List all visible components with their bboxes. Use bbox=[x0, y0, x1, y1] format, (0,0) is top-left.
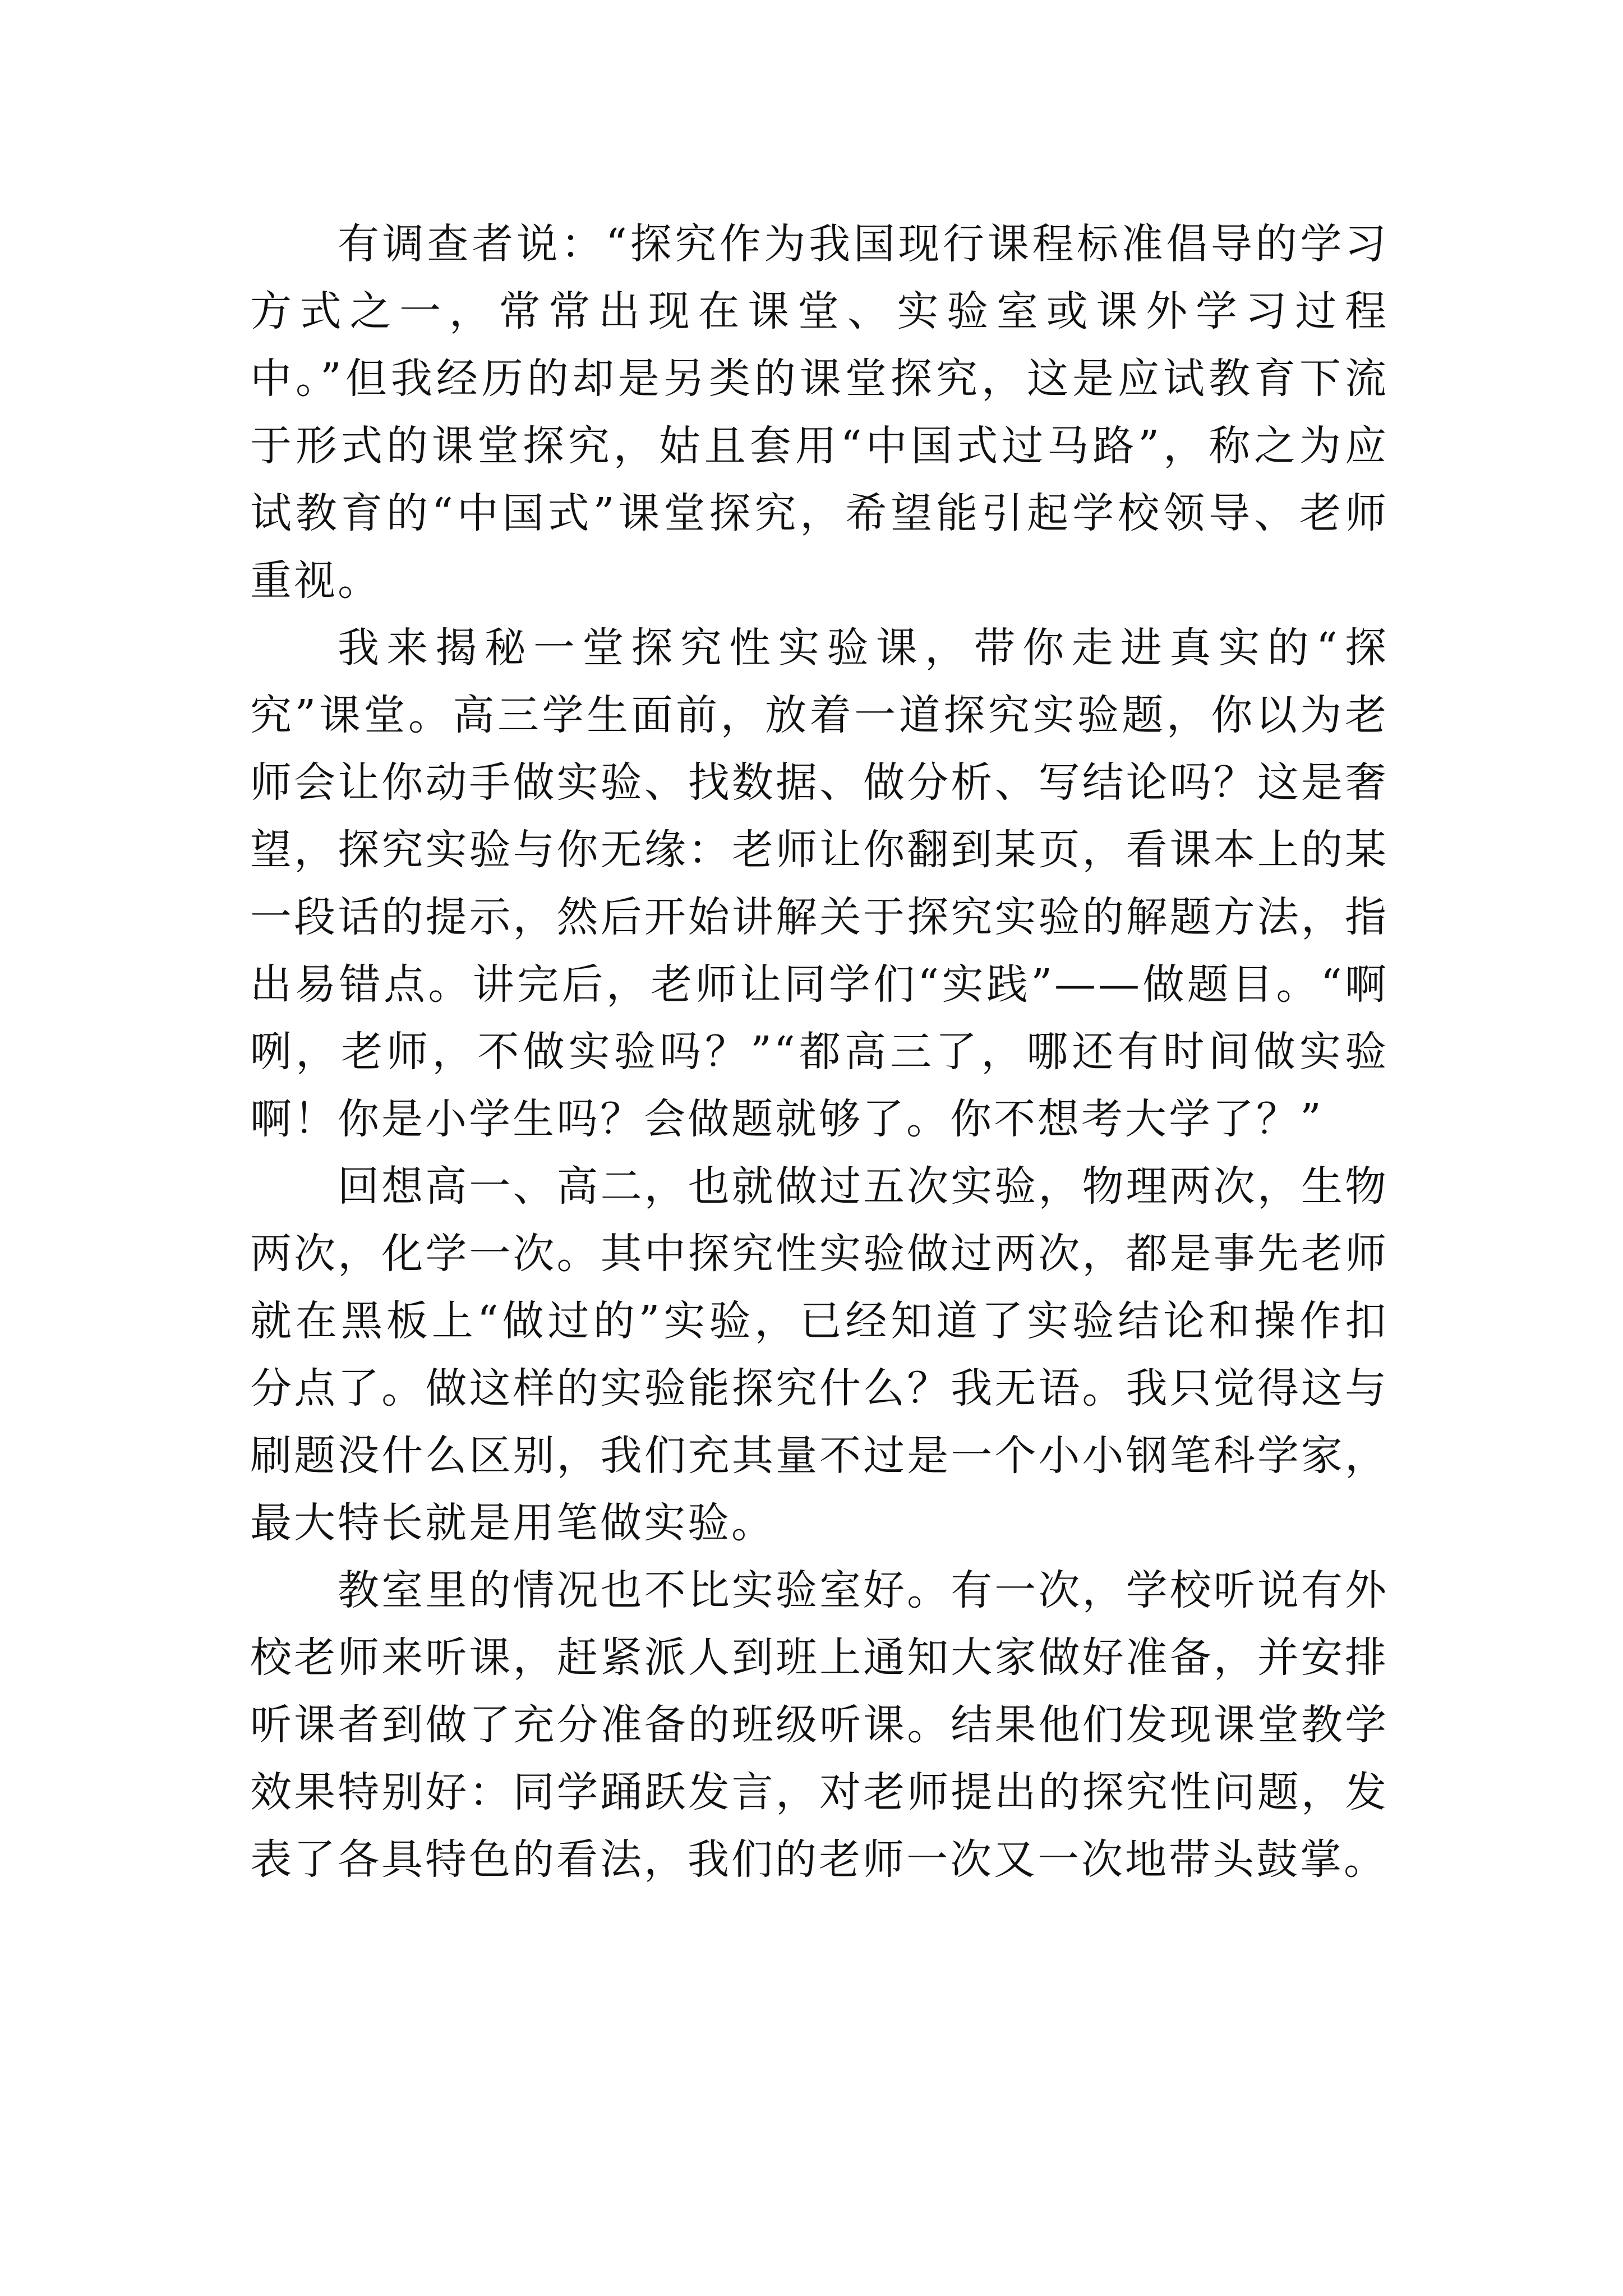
paragraph-4: 教室里的情况也不比实验室好。有一次，学校听说有外校老师来听课，赶紧派人到班上通知大家做好准备，并安排听课者到做了充分准备的班级听课。结果他们发现课堂教学效果特别好：同学踊跃发言，对老师提出的探究性问题，发表了各具特色的看法，我们的老师一次又一次地带头鼓掌。 bbox=[250, 1566, 1389, 1884]
paragraph-1: 有调查者说：“探究作为我国现行课程标准倡导的学习方式之一，常常出现在课堂、实验室或课外学习过程中。”但我经历的却是另类的课堂探究，这是应试教育下流于形式的课堂探究，姑且套用“中国式过马路”，称之为应试教育的“中国式”课堂探究，希望能引起学校领导、老师重视。 bbox=[250, 220, 1389, 605]
paragraph-2: 我来揭秘一堂探究性实验课，带你走进真实的“探究”课堂。高三学生面前，放着一道探究实验题，你以为老师会让你动手做实验、找数据、做分析、写结论吗？这是奢望，探究实验与你无缘：老师让你翻到某页，看课本上的某一段话的提示，然后开始讲解关于探究实验的解题方法，指出易错点。讲完后，老师让同学们“实践”——做题目。“啊咧，老师，不做实验吗？”“都高三了，哪还有时间做实验啊！你是小学生吗？会做题就够了。你不想考大学了？” bbox=[250, 624, 1389, 1143]
paragraph-3: 回想高一、高二，也就做过五次实验，物理两次，生物两次，化学一次。其中探究性实验做过两次，都是事先老师就在黑板上“做过的”实验，已经知道了实验结论和操作扣分点了。做这样的实验能探究什么？我无语。我只觉得这与刷题没什么区别，我们充其量不过是一个小小钢笔科学家，最大特长就是用笔做实验。 bbox=[250, 1162, 1389, 1547]
article-body bbox=[250, 210, 1389, 1893]
